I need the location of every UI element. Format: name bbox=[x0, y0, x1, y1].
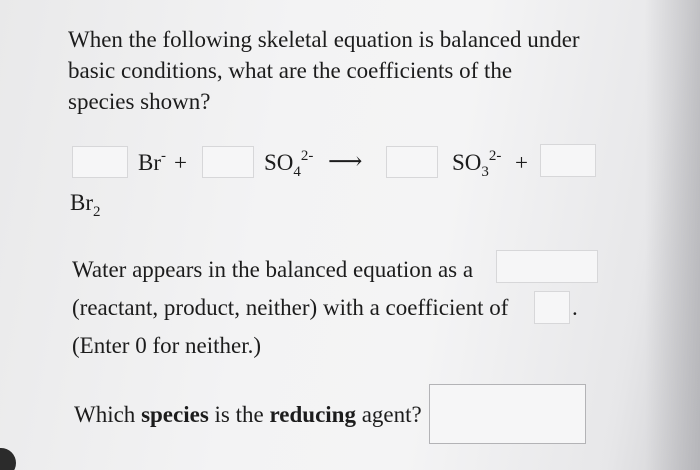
reducing-agent-question bbox=[74, 399, 422, 430]
plus-sign-1: + bbox=[174, 150, 187, 175]
coefficient-input-bromide[interactable] bbox=[72, 146, 128, 178]
sulfite-charge: 2- bbox=[488, 148, 502, 164]
reducing-prefix: Which bbox=[74, 402, 142, 427]
question-line-2: basic conditions, what are the coefficients of the bbox=[68, 58, 513, 83]
species-sulfite bbox=[452, 147, 501, 182]
bromide-base: Br bbox=[138, 150, 161, 175]
question-line-3: species shown? bbox=[68, 89, 211, 114]
water-line-2: (reactant, product, neither) with a coefficient of bbox=[72, 295, 509, 320]
sulfite-base: SO bbox=[452, 150, 482, 175]
reducing-suffix: agent? bbox=[355, 402, 422, 427]
water-period: . bbox=[572, 295, 578, 320]
water-coefficient-input[interactable] bbox=[534, 291, 570, 324]
water-line-3: (Enter 0 for neither.) bbox=[72, 333, 262, 358]
bromide-charge: - bbox=[161, 148, 166, 164]
species-bromide bbox=[138, 147, 166, 182]
sulfate-subscript: 4 bbox=[293, 164, 301, 180]
sulfite-subscript: 3 bbox=[481, 164, 489, 180]
water-role-input[interactable] bbox=[496, 250, 598, 283]
species-bromine bbox=[70, 187, 101, 222]
bromine-subscript: 2 bbox=[93, 204, 101, 220]
reducing-middle: is the bbox=[208, 402, 270, 427]
coefficient-input-sulfate[interactable] bbox=[202, 146, 254, 178]
reducing-agent-input[interactable] bbox=[429, 384, 586, 444]
plus-sign-2: + bbox=[515, 150, 528, 175]
sulfate-charge: 2- bbox=[300, 148, 314, 164]
reducing-word: reducing bbox=[269, 402, 356, 427]
water-line-1: Water appears in the balanced equation as a bbox=[72, 257, 474, 282]
corner-circle-icon bbox=[0, 448, 16, 470]
question-line-1: When the following skeletal equation is balanced under bbox=[68, 27, 580, 52]
coefficient-input-sulfite[interactable] bbox=[386, 146, 438, 178]
species-word: species bbox=[141, 402, 209, 427]
coefficient-input-bromine[interactable] bbox=[540, 144, 596, 177]
page-shadow bbox=[645, 0, 700, 470]
species-sulfate bbox=[264, 147, 313, 182]
sulfate-base: SO bbox=[264, 150, 294, 175]
bromine-base: Br bbox=[70, 190, 93, 215]
reaction-arrow: ⟶ bbox=[328, 149, 363, 175]
